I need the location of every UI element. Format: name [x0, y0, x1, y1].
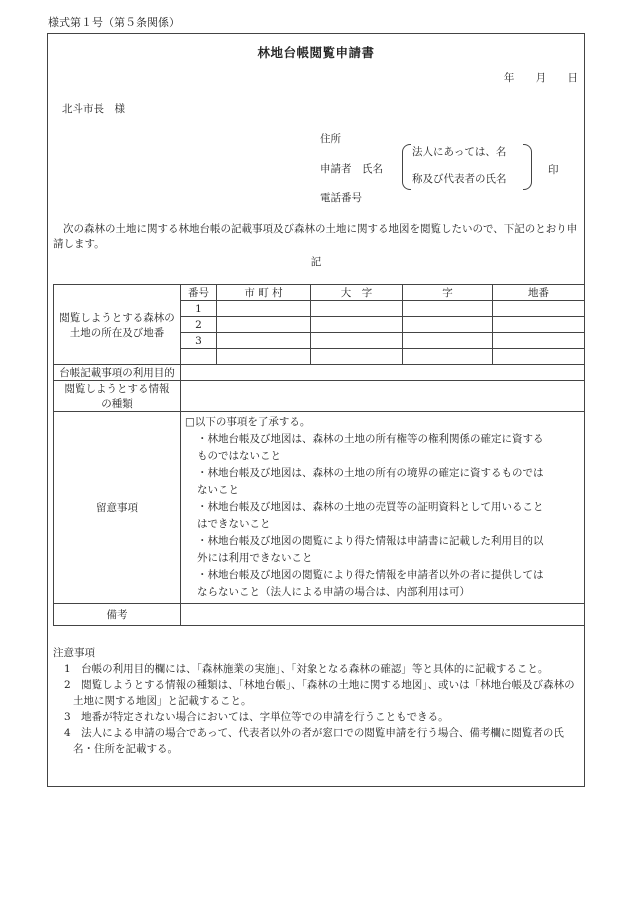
form-frame [47, 33, 585, 787]
aza-cell[interactable] [403, 301, 493, 317]
purpose-field[interactable] [181, 365, 585, 381]
municipality-cell[interactable] [217, 349, 311, 365]
caution-item: 4 法人による申請の場合であって、代表者以外の者が窓口での閲覧申請を行う場合、備考欄に閲覧者の氏名・住所を記載する。 [64, 727, 564, 755]
caution-item: 1 台帳の利用目的欄には、「森林施業の実施」、「対象となる森林の確認」等と具体的に記載すること。 [64, 663, 549, 675]
remarks-label: 備考 [54, 604, 181, 626]
notes-content [181, 412, 585, 604]
notes-line: ものではないこと [197, 450, 281, 462]
aza-cell[interactable] [403, 349, 493, 365]
notes-line: 外には利用できないこと [197, 552, 313, 564]
ki-label: 記 [310, 256, 322, 268]
header-aza: 字 [403, 285, 493, 301]
oaza-cell[interactable] [311, 333, 403, 349]
municipality-cell[interactable] [217, 317, 311, 333]
form-title: 林地台帳閲覧申請書 [257, 45, 375, 60]
oaza-cell[interactable] [311, 301, 403, 317]
info-type-label: 閲覧しようとする情報の種類 [54, 381, 181, 412]
notes-line: はできないこと [197, 518, 271, 530]
application-table [53, 284, 585, 626]
oaza-cell[interactable] [311, 317, 403, 333]
lot-cell[interactable] [493, 301, 585, 317]
day-label: 日 [567, 72, 578, 84]
caution-item: 3 地番が特定されない場合においては、字単位等での申請を行うこともできる。 [64, 711, 449, 723]
intro-text: 次の森林の土地に関する林地台帳の記載事項及び森林の土地に関する地図を閲覧したいので、下記のとおり申請します。 [53, 223, 578, 250]
header-municipality: 市 町 村 [217, 285, 311, 301]
oaza-cell[interactable] [311, 349, 403, 365]
bracket-left [402, 144, 411, 190]
aza-cell[interactable] [403, 333, 493, 349]
addressee: 北斗市長 様 [62, 103, 125, 115]
corporate-note-line2: 称及び代表者の氏名 [412, 173, 507, 185]
municipality-cell[interactable] [217, 301, 311, 317]
notes-line: ・林地台帳及び地図の閲覧により得た情報は申請書に記載した利用目的以 [197, 535, 544, 547]
remarks-field[interactable] [181, 604, 585, 626]
notes-label: 留意事項 [54, 412, 181, 604]
row-number: 1 [181, 301, 217, 317]
municipality-cell[interactable] [217, 333, 311, 349]
row-number [181, 349, 217, 365]
header-lot: 地番 [493, 285, 585, 301]
notes-line: ・林地台帳及び地図は、森林の土地の所有権等の権利関係の確定に資する [197, 433, 544, 445]
corporate-note-bracket [402, 144, 532, 188]
notes-checkbox-line[interactable]: □以下の事項を了承する。 [185, 416, 311, 428]
caution-item: 2 閲覧しようとする情報の種類は、「林地台帳」、「森林の土地に関する地図」、或いは「林地台帳及び森林の土地に関する地図」と記載すること。 [64, 679, 575, 707]
notes-line: ならないこと（法人による申請の場合は、内部利用は可） [197, 586, 470, 598]
month-label: 月 [535, 72, 547, 84]
header-oaza: 大 字 [311, 285, 403, 301]
notes-line: ・林地台帳及び地図の閲覧により得た情報を申請者以外の者に提供しては [197, 569, 544, 581]
aza-cell[interactable] [403, 317, 493, 333]
caution-heading: 注意事項 [53, 647, 95, 659]
purpose-label: 台帳記載事項の利用目的 [54, 365, 181, 381]
location-label: 閲覧しようとする森林の土地の所在及び地番 [54, 285, 181, 365]
phone-label: 電話番号 [320, 192, 362, 204]
lot-cell[interactable] [493, 349, 585, 365]
caution-notes [53, 645, 583, 757]
bracket-right [523, 144, 532, 190]
corporate-note-line1: 法人にあっては、名 [412, 146, 507, 158]
notes-line: ・林地台帳及び地図は、森林の土地の売買等の証明資料として用いること [197, 501, 544, 513]
form-number: 様式第１号（第５条関係） [48, 16, 180, 29]
row-number: 2 [181, 317, 217, 333]
year-label: 年 [503, 72, 515, 84]
date-line [486, 70, 578, 85]
lot-cell[interactable] [493, 333, 585, 349]
applicant-name-label: 申請者 氏名 [320, 163, 383, 175]
header-number: 番号 [181, 285, 217, 301]
lot-cell[interactable] [493, 317, 585, 333]
info-type-field[interactable] [181, 381, 585, 412]
row-number: 3 [181, 333, 217, 349]
notes-line: ・林地台帳及び地図は、森林の土地の所有の境界の確定に資するものでは [197, 467, 544, 479]
notes-line: ないこと [197, 484, 239, 496]
address-label: 住所 [320, 133, 341, 145]
seal-mark: 印 [548, 164, 559, 176]
